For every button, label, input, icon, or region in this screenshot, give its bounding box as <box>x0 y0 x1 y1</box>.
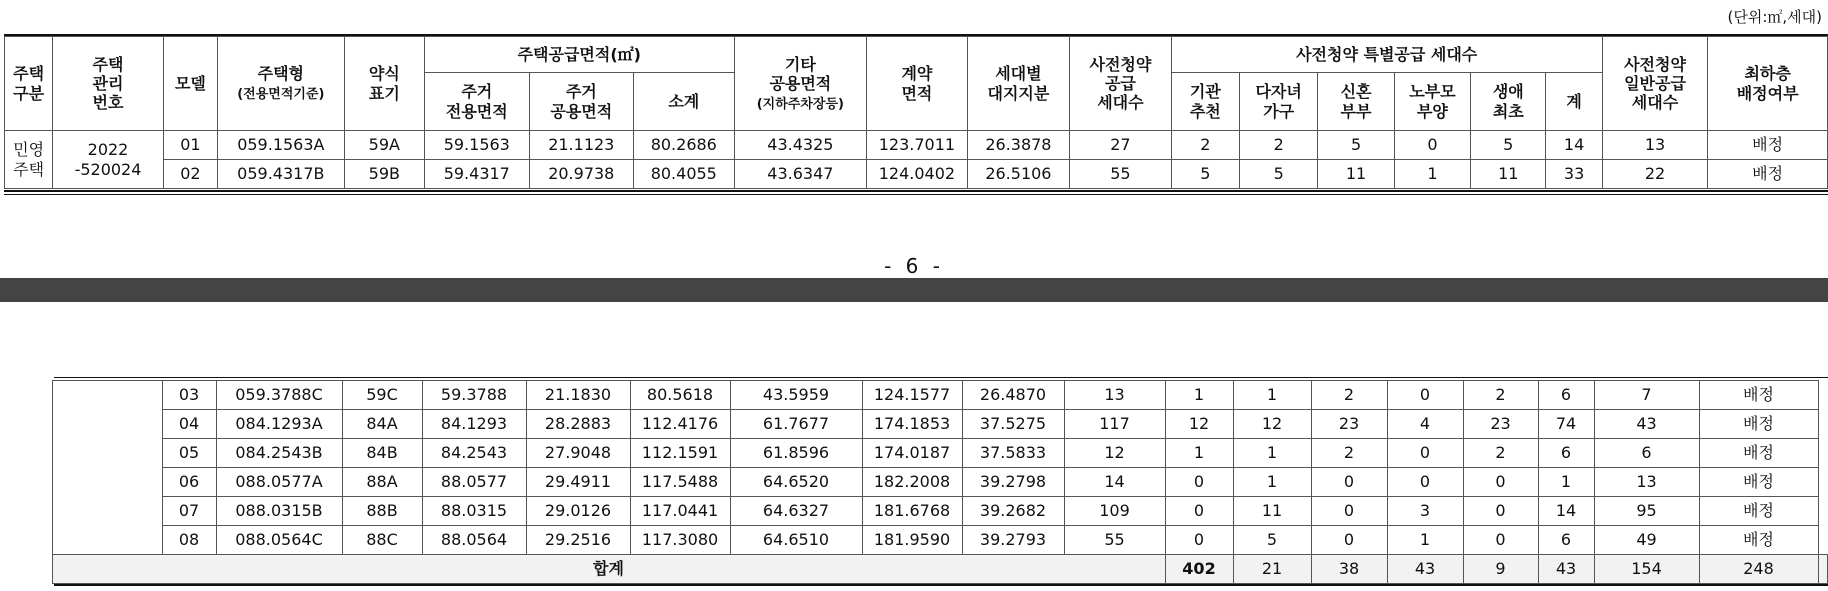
total-row <box>4 555 1828 584</box>
table-row <box>4 410 1828 439</box>
group-type <box>5 131 53 189</box>
cell: 64.6327 <box>730 497 862 526</box>
cell: 2 <box>1171 131 1239 160</box>
cell: 13 <box>1064 381 1165 410</box>
cell: 06 <box>162 468 216 497</box>
cell: 28.2883 <box>526 410 630 439</box>
table-row <box>5 160 1828 189</box>
cell: 1 <box>1394 160 1470 189</box>
cell: 88A <box>342 468 422 497</box>
cell: 84A <box>342 410 422 439</box>
cell: 59A <box>344 131 424 160</box>
cell: 74 <box>1538 410 1594 439</box>
cell: 2 <box>1463 381 1538 410</box>
header-text: 세대별 대지지분 <box>987 64 1050 103</box>
cell: 0 <box>1463 468 1538 497</box>
page-break-band <box>0 278 1828 302</box>
header-mgmt-no <box>53 37 164 131</box>
cell: 27 <box>1070 131 1171 160</box>
cell: 55 <box>1070 160 1171 189</box>
header-land-share <box>967 37 1070 131</box>
header-house-type-group <box>5 37 53 131</box>
cell: 109 <box>1064 497 1165 526</box>
header-other-common <box>734 37 867 131</box>
group-type-text: 민영 주택 <box>13 140 45 179</box>
cell: 084.2543B <box>216 439 342 468</box>
cell: 0 <box>1165 497 1233 526</box>
cell: 1 <box>1233 439 1311 468</box>
cell: 88.0564 <box>422 526 526 555</box>
cell: 39.2793 <box>962 526 1064 555</box>
cell: 23 <box>1311 410 1387 439</box>
header-sp-first <box>1471 73 1546 131</box>
header-text: 주거 공용면적 <box>550 82 613 121</box>
header-sp-elder <box>1394 73 1470 131</box>
cell: 29.4911 <box>526 468 630 497</box>
cell: 20.9738 <box>529 160 634 189</box>
blank-cell <box>4 555 52 584</box>
cell: 12 <box>1233 410 1311 439</box>
group-mgmt-text: 2022 -520024 <box>74 140 142 179</box>
total-cell: 154 <box>1594 555 1699 584</box>
cell: 88B <box>342 497 422 526</box>
group-mgmt-continued <box>52 381 162 555</box>
header-text: 주택형 <box>257 64 305 84</box>
header-common <box>529 73 634 131</box>
cell: 11 <box>1318 160 1394 189</box>
header-text: 주거 전용면적 <box>445 82 508 121</box>
cell: 14 <box>1546 131 1602 160</box>
header-text: 주택 관리 번호 <box>92 54 124 113</box>
cell: 0 <box>1165 468 1233 497</box>
cell: 182.2008 <box>862 468 962 497</box>
header-text: 계약 면적 <box>901 64 933 103</box>
cell: 59.4317 <box>425 160 530 189</box>
cell: 43.6347 <box>734 160 867 189</box>
header-exclusive <box>425 73 530 131</box>
cell: 7 <box>1594 381 1699 410</box>
cell: 배정 <box>1699 410 1818 439</box>
cell: 배정 <box>1699 439 1818 468</box>
cell: 6 <box>1538 439 1594 468</box>
cell: 04 <box>162 410 216 439</box>
cell: 배정 <box>1699 381 1818 410</box>
group-type-continued <box>4 381 52 555</box>
header-supply-area: 주택공급면적(㎡) <box>425 37 735 73</box>
header-text: 기타 공용면적 <box>769 54 832 93</box>
header-general <box>1602 37 1708 131</box>
cell: 0 <box>1463 497 1538 526</box>
total-cell: 248 <box>1699 555 1818 584</box>
cell: 1 <box>1387 526 1463 555</box>
cell: 0 <box>1463 526 1538 555</box>
cell: 1 <box>1538 468 1594 497</box>
unit-note: (단위:㎡,세대) <box>1727 8 1822 26</box>
cell: 61.8596 <box>730 439 862 468</box>
header-model: 모델 <box>163 37 217 131</box>
cell: 12 <box>1165 410 1233 439</box>
cell: 14 <box>1064 468 1165 497</box>
cell: 11 <box>1471 160 1546 189</box>
cell: 84.1293 <box>422 410 526 439</box>
cell: 95 <box>1594 497 1699 526</box>
bottom-table <box>4 380 1828 584</box>
cell: 2 <box>1311 381 1387 410</box>
cell: 0 <box>1387 439 1463 468</box>
cell: 80.4055 <box>634 160 735 189</box>
cell: 64.6520 <box>730 468 862 497</box>
table-row <box>4 526 1828 555</box>
cell: 01 <box>163 131 217 160</box>
cell: 29.2516 <box>526 526 630 555</box>
total-label: 합계 <box>52 555 1165 584</box>
cell: 0 <box>1311 497 1387 526</box>
cell: 13 <box>1594 468 1699 497</box>
cell: 2 <box>1463 439 1538 468</box>
header-text: 기관 추천 <box>1189 82 1221 121</box>
header-special: 사전청약 특별공급 세대수 <box>1171 37 1602 73</box>
header-subtotal: 소계 <box>634 73 735 131</box>
cell: 23 <box>1463 410 1538 439</box>
cell: 08 <box>162 526 216 555</box>
header-contract-area <box>867 37 967 131</box>
cell: 6 <box>1538 526 1594 555</box>
cell: 03 <box>162 381 216 410</box>
total-cell <box>1818 555 1828 584</box>
header-house-type <box>218 37 345 131</box>
cell: 02 <box>163 160 217 189</box>
cell: 84.2543 <box>422 439 526 468</box>
cell: 21.1123 <box>529 131 634 160</box>
header-sp-multi <box>1239 73 1317 131</box>
cell: 174.1853 <box>862 410 962 439</box>
cell: 059.1563A <box>218 131 345 160</box>
total-cell: 9 <box>1463 555 1538 584</box>
cell: 084.1293A <box>216 410 342 439</box>
cell: 117.5488 <box>630 468 730 497</box>
table-row <box>4 439 1828 468</box>
cell: 59C <box>342 381 422 410</box>
cell: 88.0577 <box>422 468 526 497</box>
header-text: 약식 표기 <box>368 64 400 103</box>
cell: 124.1577 <box>862 381 962 410</box>
cell: 배정 <box>1699 497 1818 526</box>
header-lowest-floor <box>1708 37 1828 131</box>
cell: 6 <box>1594 439 1699 468</box>
cell: 5 <box>1239 160 1317 189</box>
cell: 088.0315B <box>216 497 342 526</box>
cell: 26.4870 <box>962 381 1064 410</box>
table-row <box>4 497 1828 526</box>
header-text: 최하층 배정여부 <box>1736 64 1799 103</box>
cell: 80.2686 <box>634 131 735 160</box>
cell: 117 <box>1064 410 1165 439</box>
cell: 43 <box>1594 410 1699 439</box>
top-table-bottom-rule-2 <box>4 194 1828 195</box>
total-cell: 21 <box>1233 555 1311 584</box>
cell: 배정 <box>1699 526 1818 555</box>
cell: 07 <box>162 497 216 526</box>
cell: 39.2682 <box>962 497 1064 526</box>
cell: 13 <box>1602 131 1708 160</box>
cell: 29.0126 <box>526 497 630 526</box>
cell: 0 <box>1311 468 1387 497</box>
cell: 14 <box>1538 497 1594 526</box>
cell: 117.3080 <box>630 526 730 555</box>
cell: 5 <box>1471 131 1546 160</box>
cell: 0 <box>1387 381 1463 410</box>
cell: 배정 <box>1699 468 1818 497</box>
header-sp-newlywed <box>1318 73 1394 131</box>
cell: 0 <box>1311 526 1387 555</box>
header-text: 사전청약 공급 세대수 <box>1089 54 1152 113</box>
top-table <box>4 36 1828 189</box>
table-row <box>4 381 1828 410</box>
cell: 27.9048 <box>526 439 630 468</box>
cell: 88C <box>342 526 422 555</box>
header-text: 다자녀 가구 <box>1255 82 1302 121</box>
header-text: 생애 최초 <box>1492 82 1524 121</box>
cell: 5 <box>1233 526 1311 555</box>
total-cell: 402 <box>1165 555 1233 584</box>
cell: 88.0315 <box>422 497 526 526</box>
cell: 55 <box>1064 526 1165 555</box>
header-abbrev <box>344 37 424 131</box>
cell: 1 <box>1233 381 1311 410</box>
cell: 43.4325 <box>734 131 867 160</box>
bottom-table-bottom-rule <box>54 584 1828 586</box>
cell: 4 <box>1387 410 1463 439</box>
cell: 1 <box>1233 468 1311 497</box>
cell: 174.0187 <box>862 439 962 468</box>
cell: 2 <box>1239 131 1317 160</box>
cell: 61.7677 <box>730 410 862 439</box>
cell: 59B <box>344 160 424 189</box>
cell: 59.1563 <box>425 131 530 160</box>
cell: 배정 <box>1708 160 1828 189</box>
cell: 1 <box>1165 381 1233 410</box>
cell: 088.0564C <box>216 526 342 555</box>
cell: 3 <box>1387 497 1463 526</box>
header-text: 노부모 부양 <box>1409 82 1456 121</box>
table-row <box>5 131 1828 160</box>
cell: 49 <box>1594 526 1699 555</box>
cell: 2 <box>1311 439 1387 468</box>
cell: 26.3878 <box>967 131 1070 160</box>
cell: 112.1591 <box>630 439 730 468</box>
cell: 0 <box>1165 526 1233 555</box>
bottom-table-top-rule <box>54 377 1828 378</box>
header-pre-supply <box>1070 37 1171 131</box>
cell: 123.7011 <box>867 131 967 160</box>
cell: 6 <box>1538 381 1594 410</box>
cell: 5 <box>1171 160 1239 189</box>
header-sp-total: 계 <box>1546 73 1602 131</box>
cell: 37.5275 <box>962 410 1064 439</box>
cell: 64.6510 <box>730 526 862 555</box>
cell: 59.3788 <box>422 381 526 410</box>
group-mgmt-no <box>53 131 164 189</box>
header-text: 신혼 부부 <box>1340 82 1372 121</box>
header-subtext: (지하주차장등) <box>756 96 844 112</box>
cell: 43.5959 <box>730 381 862 410</box>
header-subtext: (전용면적기준) <box>237 87 325 103</box>
header-text: 주택 구분 <box>13 64 45 103</box>
cell: 39.2798 <box>962 468 1064 497</box>
cell: 124.0402 <box>867 160 967 189</box>
cell: 05 <box>162 439 216 468</box>
total-cell: 38 <box>1311 555 1387 584</box>
cell: 181.6768 <box>862 497 962 526</box>
total-cell: 43 <box>1387 555 1463 584</box>
cell: 26.5106 <box>967 160 1070 189</box>
cell: 117.0441 <box>630 497 730 526</box>
cell: 0 <box>1394 131 1470 160</box>
header-sp-inst <box>1171 73 1239 131</box>
cell: 37.5833 <box>962 439 1064 468</box>
cell: 112.4176 <box>630 410 730 439</box>
table-row <box>4 468 1828 497</box>
cell: 0 <box>1387 468 1463 497</box>
total-cell: 43 <box>1538 555 1594 584</box>
cell: 80.5618 <box>630 381 730 410</box>
cell: 22 <box>1602 160 1708 189</box>
cell: 059.4317B <box>218 160 345 189</box>
header-text: 사전청약 일반공급 세대수 <box>1624 54 1686 113</box>
cell: 21.1830 <box>526 381 630 410</box>
cell: 11 <box>1233 497 1311 526</box>
cell: 088.0577A <box>216 468 342 497</box>
cell: 181.9590 <box>862 526 962 555</box>
cell: 5 <box>1318 131 1394 160</box>
cell: 배정 <box>1708 131 1828 160</box>
cell: 33 <box>1546 160 1602 189</box>
cell: 059.3788C <box>216 381 342 410</box>
top-table-bottom-rule <box>4 190 1828 192</box>
cell: 12 <box>1064 439 1165 468</box>
page-number: - 6 - <box>884 254 944 278</box>
cell: 1 <box>1165 439 1233 468</box>
cell: 84B <box>342 439 422 468</box>
